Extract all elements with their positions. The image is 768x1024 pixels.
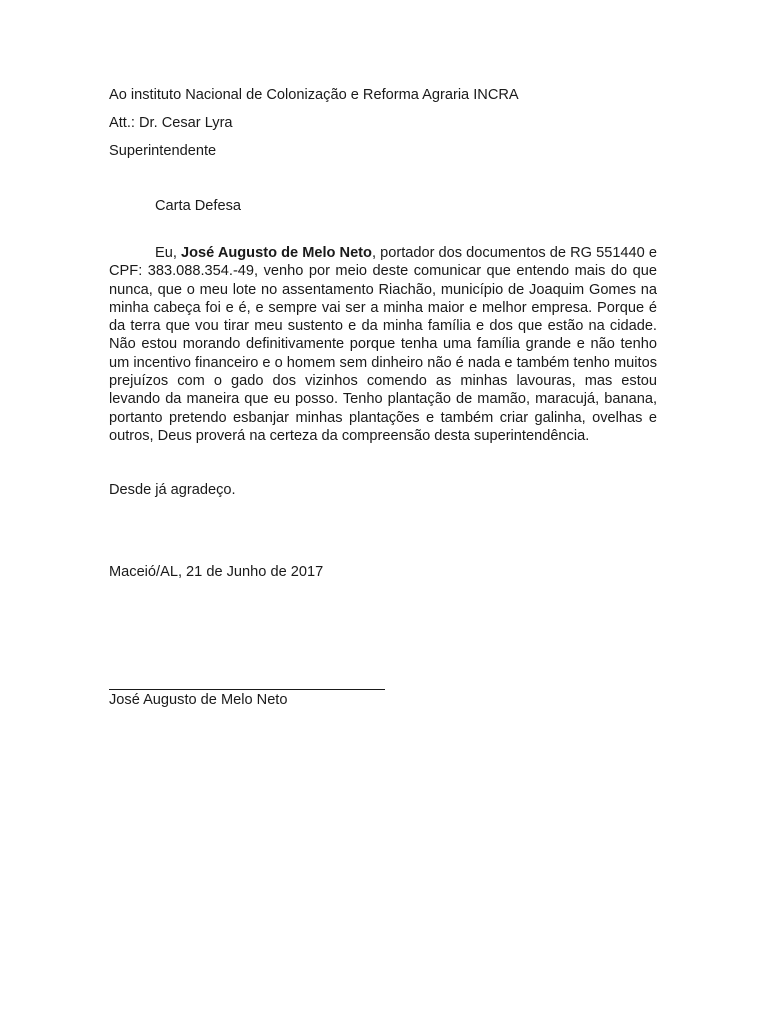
recipient-line: Ao instituto Nacional de Colonização e Reforma Agraria INCRA: [109, 87, 519, 103]
signature-name: José Augusto de Melo Neto: [109, 692, 288, 708]
place-date-line: Maceió/AL, 21 de Junho de 2017: [109, 564, 324, 580]
attention-line: Att.: Dr. Cesar Lyra: [109, 115, 233, 131]
body-text: , portador dos documentos de RG 551440 e CPF: 383.088.354.-49, venho por meio deste comunicar que entendo mais do que nunca, que o meu lote no assentamento Riachão, município de Joaquim Gomes na minha cabeça foi e é, e sempre vai ser a minha maior e melhor empresa. Porque é da terra que vou tirar meu sustento e da minha família e dos que estão na cidade. Não estou morando definitivamente porque tenha uma família grande e não tenho um incentivo financeiro e o homem sem dinheiro não é nada e também tenho muitos prejuízos com o gado dos vizinhos comendo as minhas lavouras, mas estou levando da maneira que eu posso. Tenho plantação de mamão, maracujá, banana, portanto pretendo esbanjar minhas plantações e também criar galinha, ovelhas e outros, Deus proverá na certeza da compreensão desta superintendência.: [109, 245, 657, 444]
body-sender-name: José Augusto de Melo Neto: [181, 245, 372, 261]
signature-line: [109, 689, 385, 690]
position-line: Superintendente: [109, 143, 217, 159]
letter-body: [109, 244, 657, 445]
closing-line: Desde já agradeço.: [109, 482, 236, 498]
body-intro: Eu,: [155, 245, 181, 261]
subject-line: Carta Defesa: [155, 198, 241, 214]
